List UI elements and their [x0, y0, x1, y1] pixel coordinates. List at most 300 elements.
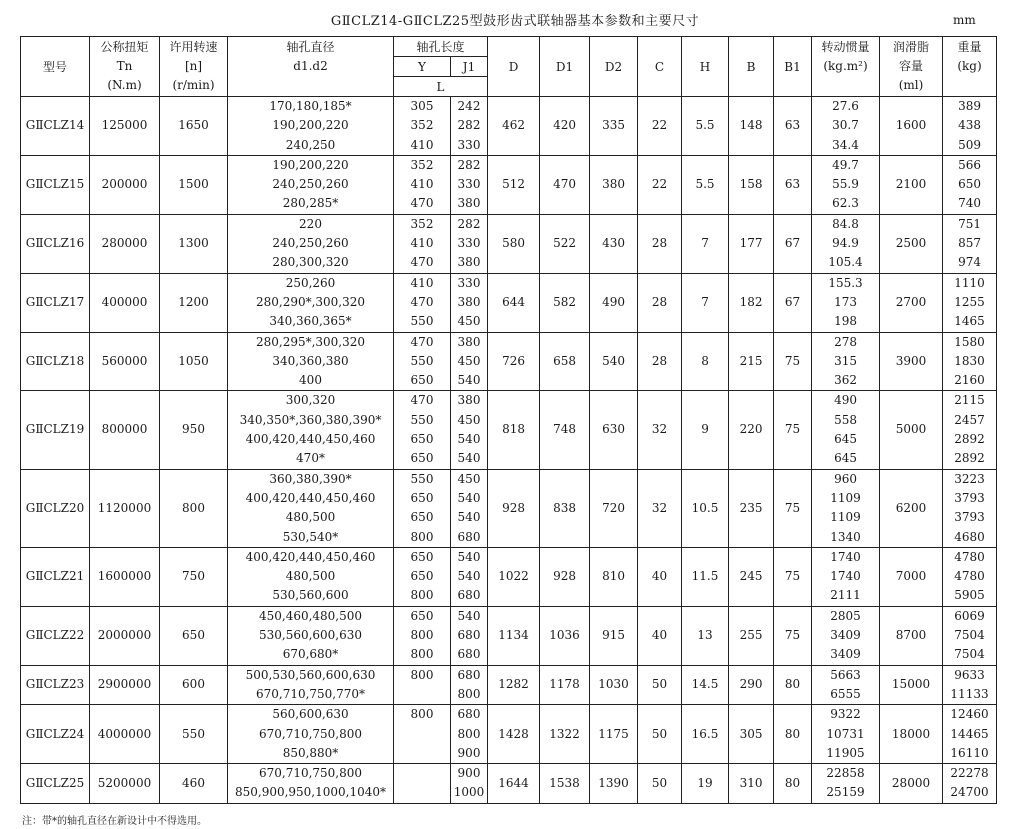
cell-bore-line: 280,285*: [282, 196, 339, 211]
cell-H: 19: [682, 764, 729, 804]
cell-bore-line: 190,200,220: [272, 118, 349, 133]
cell-J1-line: 330: [457, 177, 481, 192]
cell-J1-line: 540: [457, 608, 481, 623]
cell-model: GⅡCLZ14: [21, 97, 90, 156]
cell-weight: [943, 97, 997, 156]
cell-D: 726: [488, 332, 540, 391]
cell-Y-line: 800: [410, 707, 434, 722]
cell-weight: [943, 764, 997, 804]
cell-bore: [228, 606, 394, 665]
cell-bore: [228, 547, 394, 606]
cell-C: 28: [638, 332, 682, 391]
cell-grease: 1600: [880, 97, 943, 156]
cell-weight-line: 1465: [954, 314, 985, 329]
unit-label: mm: [953, 13, 976, 27]
cell-Y-line: 410: [410, 177, 434, 192]
cell-Y-line: 650: [410, 490, 434, 505]
cell-B1: 80: [774, 764, 812, 804]
cell-J1: [451, 155, 488, 214]
cell-C: 40: [638, 547, 682, 606]
cell-grease: 15000: [880, 665, 943, 705]
cell-Y-line: 650: [410, 432, 434, 447]
cell-Y-line: 650: [410, 608, 434, 623]
cell-inertia: [812, 332, 880, 391]
cell-Y-line: 550: [410, 314, 434, 329]
cell-B: 220: [729, 391, 774, 469]
cell-inertia-line: 645: [834, 451, 857, 466]
cell-bore: [228, 705, 394, 764]
cell-bore-line: 170,180,185*: [269, 99, 352, 113]
cell-inertia-line: 34.4: [832, 137, 859, 152]
cell-D2: 630: [590, 391, 638, 469]
cell-weight-line: 438: [958, 118, 981, 133]
cell-D: 644: [488, 273, 540, 332]
cell-inertia-line: 6555: [830, 686, 861, 701]
cell-torque: 2000000: [90, 606, 160, 665]
header-B: B: [729, 37, 774, 97]
cell-Y: [394, 214, 451, 273]
cell-inertia-line: 62.3: [832, 196, 859, 211]
table-row: [21, 469, 997, 547]
cell-Y: [394, 469, 451, 547]
cell-J1-line: 540: [457, 432, 481, 447]
cell-weight: [943, 606, 997, 665]
cell-B1: 80: [774, 705, 812, 764]
cell-Y-line: 470: [410, 334, 434, 349]
cell-bore-line: 480,500: [285, 510, 336, 525]
header-inertia: 转动惯量 (kg.m²): [812, 37, 880, 97]
cell-speed: 650: [160, 606, 228, 665]
cell-H: 11.5: [682, 547, 729, 606]
cell-D2: 430: [590, 214, 638, 273]
cell-bore-line: 450,460,480,500: [258, 608, 363, 623]
cell-J1: [451, 606, 488, 665]
cell-bore-line: 240,250: [285, 137, 336, 152]
cell-bore-line: 280,290*,300,320: [255, 294, 366, 309]
header-D: D: [488, 37, 540, 97]
cell-Y-line: [394, 725, 450, 744]
cell-bore-line: 400: [299, 373, 322, 388]
cell-H: 9: [682, 391, 729, 469]
cell-torque: 2900000: [90, 665, 160, 705]
cell-speed: 750: [160, 547, 228, 606]
cell-Y: [394, 547, 451, 606]
cell-bore-line: 670,710,750,770*: [255, 686, 366, 701]
cell-bore-line: 850,900,950,1000,1040*: [234, 785, 387, 800]
cell-Y-line: 470: [410, 255, 434, 270]
cell-D1: 1538: [540, 764, 590, 804]
cell-bore: [228, 155, 394, 214]
table-row: [21, 391, 997, 469]
cell-B1: 75: [774, 547, 812, 606]
cell-grease: 2100: [880, 155, 943, 214]
cell-Y-line: 650: [410, 451, 434, 466]
cell-weight-line: 4780: [954, 569, 985, 584]
cell-bore-line: 560,600,630: [272, 707, 349, 722]
cell-bore-line: 250,260: [285, 275, 336, 290]
cell-bore-line: 280,300,320: [272, 255, 349, 270]
cell-Y-line: 800: [410, 529, 434, 544]
footnote: 注：带*的轴孔直径在新设计中不得选用。: [22, 816, 207, 827]
header-bore: 轴孔直径 d1.d2: [228, 37, 394, 97]
cell-bore-line: 400,420,440,450,460: [245, 549, 376, 564]
cell-B1: 75: [774, 391, 812, 469]
cell-Y-line: 352: [410, 118, 434, 133]
cell-model: GⅡCLZ22: [21, 606, 90, 665]
cell-D2: 915: [590, 606, 638, 665]
cell-J1-line: 282: [457, 157, 481, 172]
cell-bore-line: 670,710,750,800: [258, 726, 363, 741]
cell-J1-line: 680: [457, 529, 481, 544]
cell-Y: [394, 705, 451, 764]
cell-H: 7: [682, 214, 729, 273]
cell-D: 928: [488, 469, 540, 547]
cell-B: 310: [729, 764, 774, 804]
cell-Y-line: 352: [410, 216, 434, 231]
cell-bore: [228, 764, 394, 804]
cell-J1-line: 540: [457, 549, 481, 564]
cell-D: 818: [488, 391, 540, 469]
cell-J1-line: 680: [457, 707, 481, 722]
cell-bore-line: 400,420,440,450,460: [245, 490, 376, 505]
cell-B1: 63: [774, 97, 812, 156]
cell-J1-line: 282: [457, 216, 481, 231]
cell-J1-line: 450: [457, 314, 481, 329]
cell-D1: 420: [540, 97, 590, 156]
cell-B1: 75: [774, 606, 812, 665]
table-row: [21, 606, 997, 665]
cell-D: 462: [488, 97, 540, 156]
cell-D1: 522: [540, 214, 590, 273]
cell-inertia: [812, 764, 880, 804]
table-row: [21, 665, 997, 705]
cell-J1-line: 1000: [453, 785, 485, 800]
cell-weight: [943, 705, 997, 764]
cell-weight-line: 751: [958, 216, 981, 231]
table-row: [21, 332, 997, 391]
cell-D: 1134: [488, 606, 540, 665]
cell-Y-line: 410: [410, 275, 434, 290]
cell-D2: 1030: [590, 665, 638, 705]
cell-J1: [451, 97, 488, 156]
cell-J1: [451, 214, 488, 273]
cell-Y-line: [394, 744, 450, 763]
table-row: [21, 97, 997, 156]
cell-inertia-line: 27.6: [832, 99, 859, 113]
header-Y: Y: [394, 57, 451, 77]
cell-J1-line: 800: [457, 686, 481, 701]
cell-weight-line: 857: [958, 236, 981, 251]
cell-Y-line: 470: [410, 294, 434, 309]
cell-inertia-line: 25159: [826, 785, 865, 800]
cell-torque: 4000000: [90, 705, 160, 764]
header-speed: 许用转速 [n] (r/min): [160, 37, 228, 97]
cell-weight-line: 740: [958, 196, 981, 211]
table-row: [21, 547, 997, 606]
cell-B: 177: [729, 214, 774, 273]
header-model: 型号: [21, 37, 90, 97]
cell-D: 580: [488, 214, 540, 273]
cell-inertia: [812, 391, 880, 469]
cell-speed: 800: [160, 469, 228, 547]
cell-J1-line: 680: [457, 588, 481, 603]
cell-inertia-line: 362: [834, 373, 857, 388]
cell-weight-line: 650: [958, 177, 981, 192]
cell-D2: 1390: [590, 764, 638, 804]
cell-J1-line: 450: [457, 353, 481, 368]
table-row: [21, 273, 997, 332]
cell-Y-line: 550: [410, 353, 434, 368]
cell-torque: 400000: [90, 273, 160, 332]
cell-speed: 1650: [160, 97, 228, 156]
cell-grease: 8700: [880, 606, 943, 665]
cell-bore-line: 280,295*,300,320: [255, 334, 366, 349]
cell-weight-line: 566: [958, 157, 981, 172]
cell-J1-line: 540: [457, 490, 481, 505]
cell-inertia: [812, 97, 880, 156]
cell-D: 1428: [488, 705, 540, 764]
cell-J1: [451, 332, 488, 391]
cell-bore: [228, 97, 394, 156]
cell-inertia-line: 173: [834, 294, 857, 309]
cell-J1-line: 380: [457, 393, 481, 408]
cell-weight-line: 12460: [950, 707, 989, 722]
cell-inertia-line: 278: [834, 334, 857, 349]
cell-H: 8: [682, 332, 729, 391]
cell-speed: 950: [160, 391, 228, 469]
cell-bore-line: 220: [299, 216, 322, 231]
cell-Y-line: 550: [410, 471, 434, 486]
cell-Y-line: 305: [410, 99, 434, 113]
cell-bore: [228, 469, 394, 547]
cell-Y-line: 352: [410, 157, 434, 172]
cell-Y-line: 470: [410, 393, 434, 408]
cell-weight: [943, 391, 997, 469]
cell-Y: [394, 97, 451, 156]
cell-inertia-line: 9322: [830, 707, 861, 722]
cell-C: 50: [638, 665, 682, 705]
cell-D2: 380: [590, 155, 638, 214]
cell-C: 50: [638, 705, 682, 764]
cell-J1-line: 540: [457, 510, 481, 525]
cell-J1-line: 540: [457, 451, 481, 466]
cell-J1-line: 800: [457, 726, 481, 741]
cell-Y-line: 800: [410, 667, 434, 682]
header-J1: J1: [451, 57, 488, 77]
cell-C: 28: [638, 273, 682, 332]
cell-B: 235: [729, 469, 774, 547]
cell-Y-line: [394, 783, 450, 802]
cell-inertia-line: 1740: [830, 569, 861, 584]
cell-B: 215: [729, 332, 774, 391]
cell-B: 305: [729, 705, 774, 764]
cell-weight-line: 509: [958, 137, 981, 152]
cell-J1-line: 330: [457, 275, 481, 290]
cell-J1-line: 380: [457, 294, 481, 309]
cell-H: 16.5: [682, 705, 729, 764]
cell-bore: [228, 391, 394, 469]
cell-grease: 7000: [880, 547, 943, 606]
cell-D2: 490: [590, 273, 638, 332]
cell-D2: 720: [590, 469, 638, 547]
cell-bore-line: 670,680*: [282, 647, 339, 662]
cell-weight: [943, 547, 997, 606]
cell-inertia-line: 1340: [830, 529, 861, 544]
cell-weight-line: 4780: [954, 549, 985, 564]
cell-inertia-line: 5663: [830, 667, 861, 682]
cell-inertia-line: 155.3: [828, 275, 863, 290]
cell-H: 7: [682, 273, 729, 332]
cell-B: 255: [729, 606, 774, 665]
cell-D1: 1322: [540, 705, 590, 764]
cell-B1: 75: [774, 469, 812, 547]
table-row: [21, 155, 997, 214]
cell-J1-line: 680: [457, 667, 481, 682]
cell-inertia-line: 1109: [830, 510, 861, 525]
cell-D: 512: [488, 155, 540, 214]
cell-J1-line: 450: [457, 471, 481, 486]
header-H: H: [682, 37, 729, 97]
cell-J1: [451, 705, 488, 764]
cell-bore-line: 190,200,220: [272, 157, 349, 172]
cell-torque: 800000: [90, 391, 160, 469]
cell-Y-line: 800: [410, 628, 434, 643]
table-row: [21, 214, 997, 273]
cell-bore-line: 530,560,600: [272, 588, 349, 603]
cell-Y-line: 800: [410, 647, 434, 662]
cell-Y-line: 410: [410, 137, 434, 152]
cell-Y-line: [394, 764, 450, 783]
cell-Y-line: 650: [410, 569, 434, 584]
cell-model: GⅡCLZ15: [21, 155, 90, 214]
cell-D: 1022: [488, 547, 540, 606]
cell-J1-line: 330: [457, 137, 481, 152]
cell-weight-line: 2115: [954, 393, 985, 408]
cell-torque: 200000: [90, 155, 160, 214]
cell-D1: 928: [540, 547, 590, 606]
cell-J1: [451, 273, 488, 332]
cell-inertia-line: 3409: [830, 628, 861, 643]
cell-bore-line: 240,250,260: [272, 236, 349, 251]
cell-weight-line: 3223: [954, 471, 985, 486]
cell-bore-line: 850,880*: [282, 745, 339, 760]
cell-speed: 550: [160, 705, 228, 764]
cell-C: 28: [638, 214, 682, 273]
cell-model: GⅡCLZ20: [21, 469, 90, 547]
cell-J1-line: 282: [457, 118, 481, 133]
cell-bore-line: 530,560,600,630: [258, 628, 363, 643]
cell-torque: 1120000: [90, 469, 160, 547]
cell-B: 290: [729, 665, 774, 705]
table-row: [21, 764, 997, 804]
cell-B: 182: [729, 273, 774, 332]
cell-J1: [451, 665, 488, 705]
cell-bore-line: 340,360,380: [272, 353, 349, 368]
cell-D1: 1178: [540, 665, 590, 705]
cell-weight-line: 22278: [950, 766, 989, 781]
cell-D1: 658: [540, 332, 590, 391]
cell-bore: [228, 273, 394, 332]
cell-Y-line: 650: [410, 549, 434, 564]
cell-bore-line: 470*: [296, 451, 325, 466]
cell-model: GⅡCLZ16: [21, 214, 90, 273]
cell-Y-line: 550: [410, 412, 434, 427]
cell-D1: 582: [540, 273, 590, 332]
cell-model: GⅡCLZ24: [21, 705, 90, 764]
cell-bore-line: 530,540*: [282, 529, 339, 544]
cell-weight-line: 1110: [954, 275, 985, 290]
cell-C: 32: [638, 391, 682, 469]
cell-weight: [943, 332, 997, 391]
cell-J1-line: 900: [457, 745, 481, 760]
cell-grease: 2700: [880, 273, 943, 332]
cell-inertia-line: 94.9: [832, 236, 859, 251]
cell-inertia-line: 198: [834, 314, 857, 329]
cell-J1-line: 450: [457, 412, 481, 427]
cell-inertia-line: 11905: [826, 745, 865, 760]
cell-Y: [394, 391, 451, 469]
cell-inertia: [812, 606, 880, 665]
cell-J1-line: 330: [457, 236, 481, 251]
cell-torque: 5200000: [90, 764, 160, 804]
cell-weight-line: 2160: [954, 373, 985, 388]
cell-inertia: [812, 273, 880, 332]
cell-weight-line: 11133: [950, 686, 989, 701]
cell-B: 245: [729, 547, 774, 606]
cell-grease: 2500: [880, 214, 943, 273]
cell-H: 10.5: [682, 469, 729, 547]
cell-bore-line: 500,530,560,600,630: [245, 667, 376, 682]
cell-inertia: [812, 547, 880, 606]
cell-D2: 540: [590, 332, 638, 391]
cell-weight-line: 16110: [950, 745, 989, 760]
cell-grease: 28000: [880, 764, 943, 804]
header-B1: B1: [774, 37, 812, 97]
cell-Y-line: 650: [410, 510, 434, 525]
cell-Y: [394, 155, 451, 214]
cell-speed: 1500: [160, 155, 228, 214]
cell-B1: 67: [774, 273, 812, 332]
cell-D1: 470: [540, 155, 590, 214]
cell-inertia: [812, 705, 880, 764]
cell-J1-line: 540: [457, 373, 481, 388]
cell-inertia-line: 55.9: [832, 177, 859, 192]
cell-C: 50: [638, 764, 682, 804]
cell-speed: 600: [160, 665, 228, 705]
cell-D: 1282: [488, 665, 540, 705]
cell-weight-line: 6069: [954, 608, 985, 623]
cell-Y: [394, 273, 451, 332]
cell-H: 5.5: [682, 97, 729, 156]
cell-D1: 1036: [540, 606, 590, 665]
cell-speed: 1200: [160, 273, 228, 332]
cell-weight-line: 9633: [954, 667, 985, 682]
table-title: GⅡCLZ14-GⅡCLZ25型鼓形齿式联轴器基本参数和主要尺寸: [330, 14, 700, 29]
cell-J1-line: 380: [457, 196, 481, 211]
cell-weight-line: 1580: [954, 334, 985, 349]
cell-inertia-line: 2111: [830, 588, 861, 603]
cell-bore-line: 340,350*,360,380,390*: [239, 412, 382, 427]
cell-weight-line: 7504: [954, 647, 985, 662]
cell-J1: [451, 764, 488, 804]
cell-J1-line: 540: [457, 569, 481, 584]
cell-C: 40: [638, 606, 682, 665]
cell-weight-line: 1255: [954, 294, 985, 309]
cell-inertia-line: 30.7: [832, 118, 859, 133]
cell-inertia: [812, 665, 880, 705]
cell-model: GⅡCLZ17: [21, 273, 90, 332]
cell-weight-line: 7504: [954, 628, 985, 643]
